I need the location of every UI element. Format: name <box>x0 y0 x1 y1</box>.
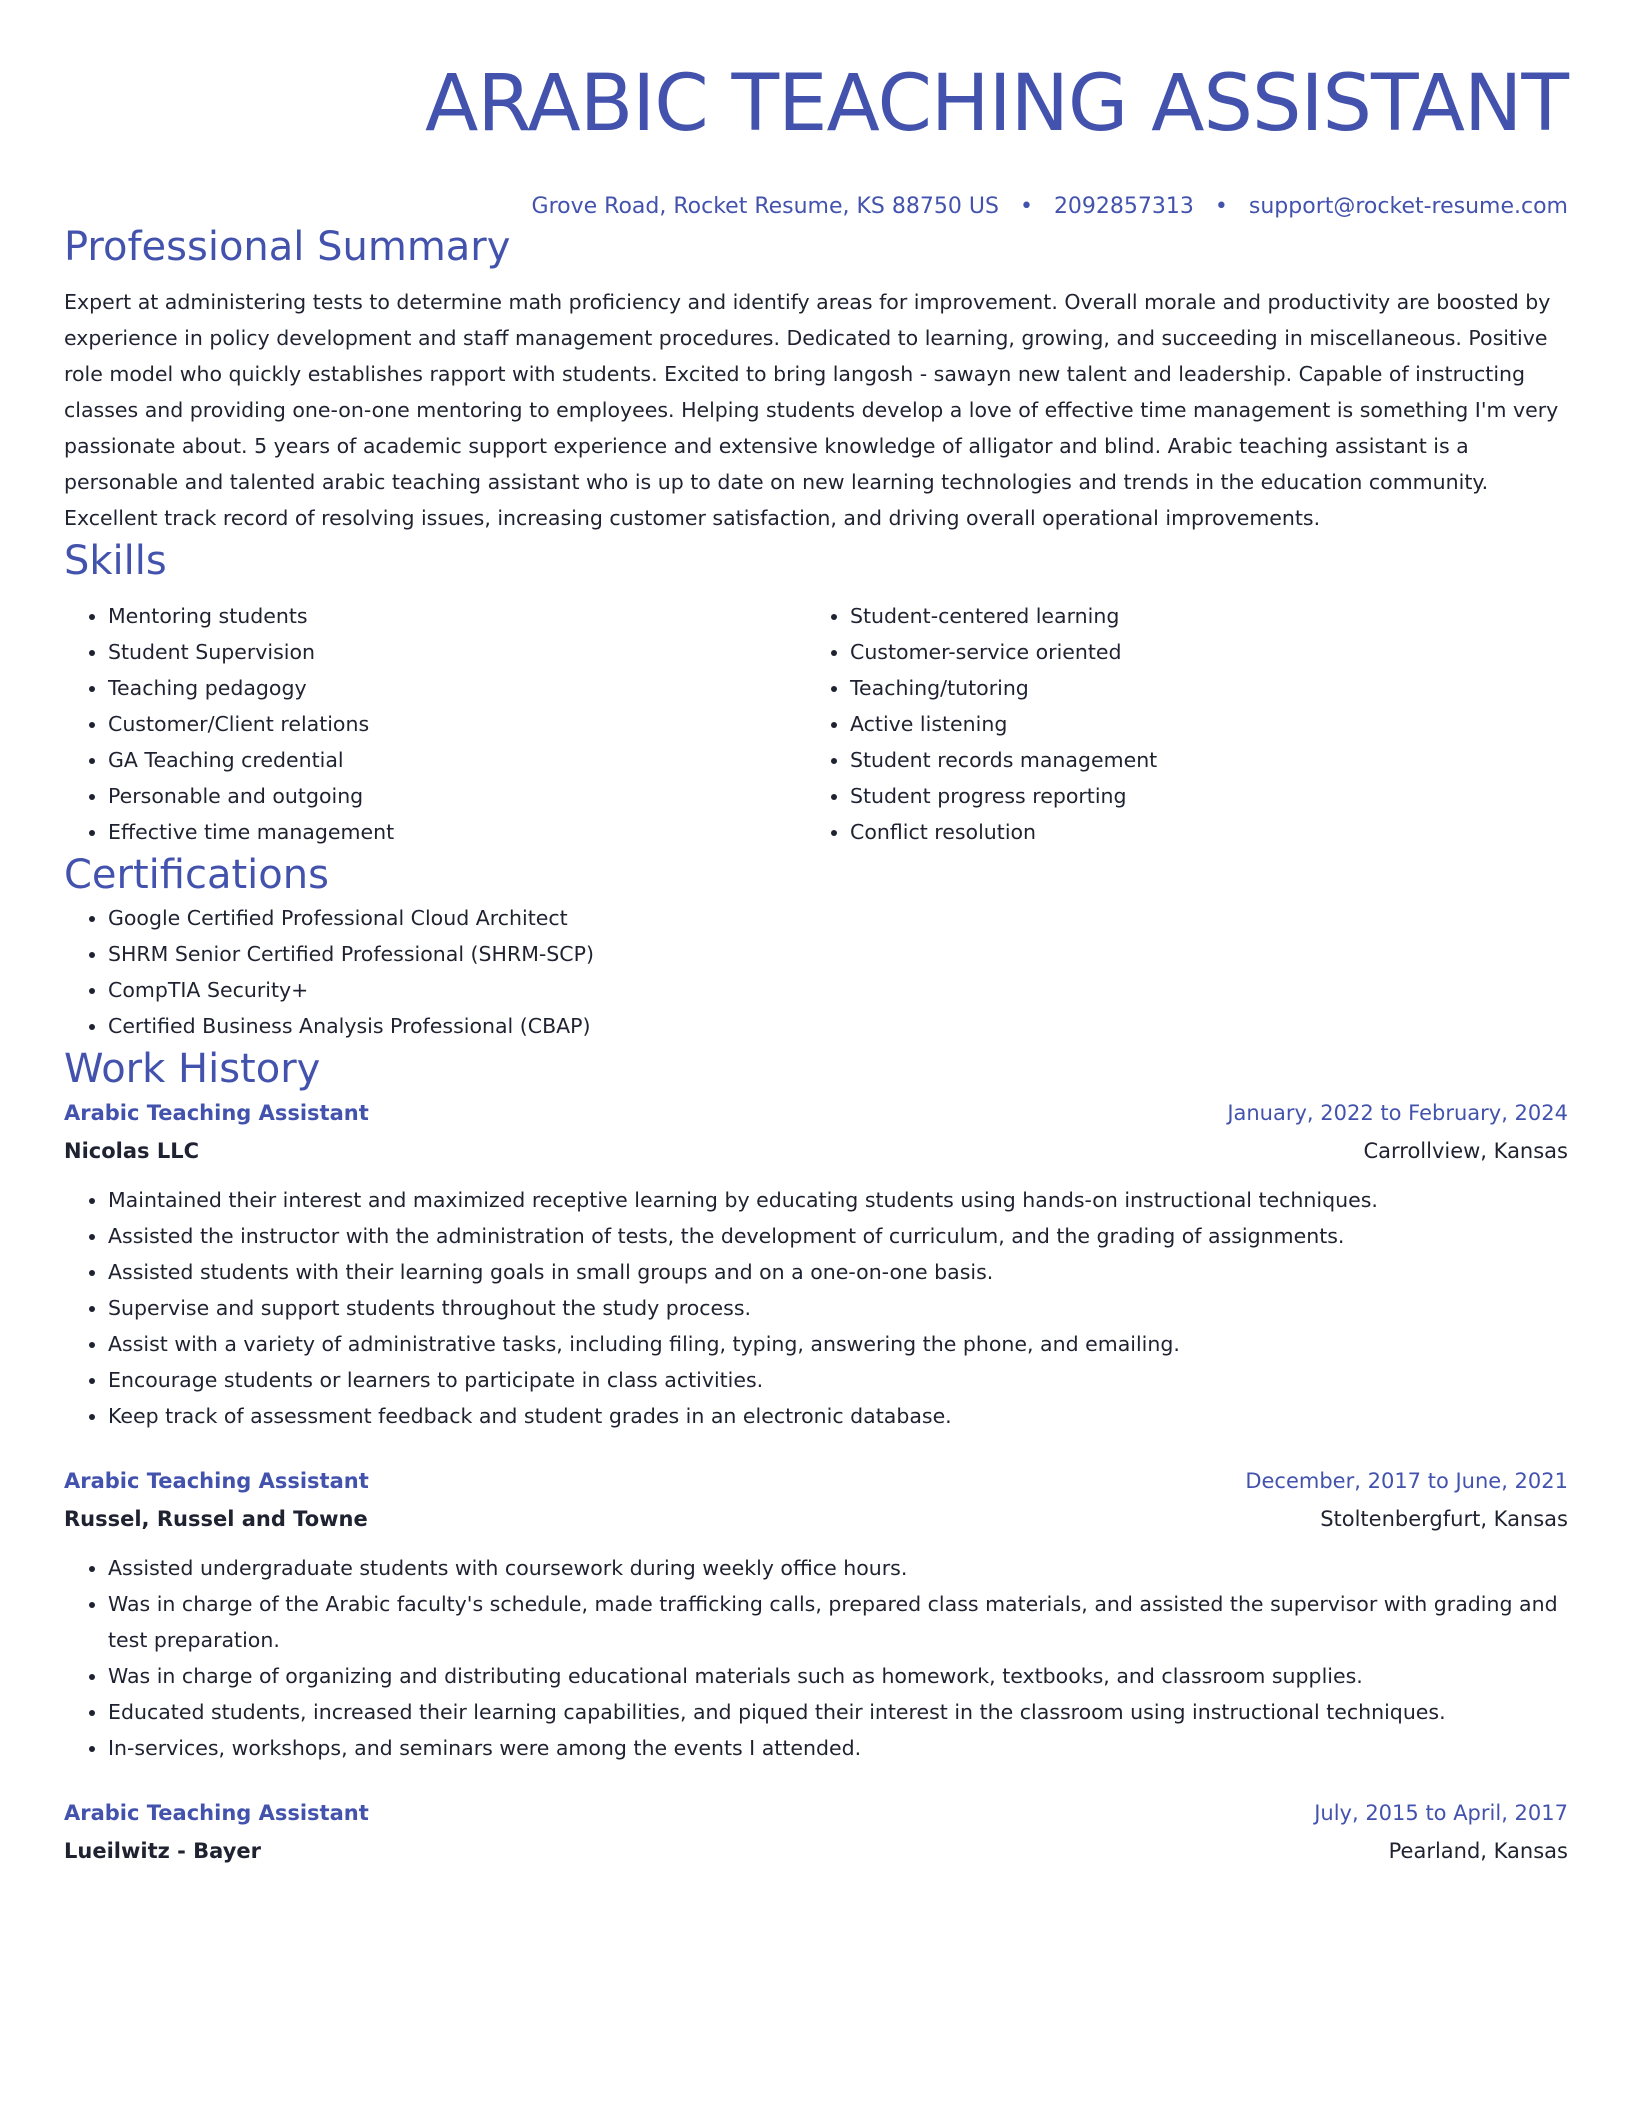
job-bullet: • Supervise and support students throughout the study process. <box>108 1290 1568 1326</box>
skill-item: • Customer-service oriented <box>850 634 1548 670</box>
job-bullet: • Was in charge of the Arabic faculty's schedule, made trafficking calls, prepared class materials, and assisted the supervisor with grading and test preparation. <box>108 1586 1568 1658</box>
certifications-heading: Certifications <box>64 852 329 898</box>
skill-item: • GA Teaching credential <box>108 742 806 778</box>
job-entry <box>64 1462 1568 1766</box>
skill-item: • Teaching pedagogy <box>108 670 806 706</box>
job-bullet: • Assisted students with their learning goals in small groups and on a one-on-one basis. <box>108 1254 1568 1290</box>
resume-page <box>64 0 1568 1870</box>
skills-heading: Skills <box>64 538 167 584</box>
skill-item: • Student-centered learning <box>850 598 1548 634</box>
job-bullet: • Was in charge of organizing and distributing educational materials such as homework, textbooks, and classroom supplies. <box>108 1658 1568 1694</box>
job-entry <box>64 1094 1568 1434</box>
job-title: Arabic Teaching Assistant <box>64 1801 369 1825</box>
job-bullets <box>64 1550 1568 1766</box>
certification-item: • Google Certified Professional Cloud Architect <box>108 900 1568 936</box>
job-bullet: • In-services, workshops, and seminars were among the events I attended. <box>108 1730 1568 1766</box>
job-bullet: • Encourage students or learners to participate in class activities. <box>108 1362 1568 1398</box>
certification-item: • CompTIA Security+ <box>108 972 1568 1008</box>
job-title: Arabic Teaching Assistant <box>64 1101 369 1125</box>
skill-item: • Conflict resolution <box>850 814 1548 850</box>
skill-item: • Student progress reporting <box>850 778 1548 814</box>
skill-item: • Customer/Client relations <box>108 706 806 742</box>
job-dates: December, 2017 to June, 2021 <box>1245 1469 1568 1493</box>
job-bullet: • Assist with a variety of administrative tasks, including filing, typing, answering the phone, and emailing. <box>108 1326 1568 1362</box>
work-history-heading: Work History <box>64 1046 321 1092</box>
job-dates: January, 2022 to February, 2024 <box>1227 1101 1568 1125</box>
job-bullet: • Keep track of assessment feedback and student grades in an electronic database. <box>108 1398 1568 1434</box>
contact-address: Grove Road, Rocket Resume, KS 88750 US <box>531 194 999 219</box>
job-location: Stoltenbergfurt, Kansas <box>1320 1507 1568 1531</box>
skills-left-list <box>64 598 806 850</box>
job-bullet: • Maintained their interest and maximized receptive learning by educating students using hands-on instructional techniques. <box>108 1182 1568 1218</box>
contact-separator: • <box>1019 194 1033 219</box>
job-company: Lueilwitz - Bayer <box>64 1839 261 1863</box>
skill-item: • Mentoring students <box>108 598 806 634</box>
certification-item: • Certified Business Analysis Professional (CBAP) <box>108 1008 1568 1044</box>
skill-item: • Student Supervision <box>108 634 806 670</box>
certification-item: • SHRM Senior Certified Professional (SHRM-SCP) <box>108 936 1568 972</box>
skill-item: • Effective time management <box>108 814 806 850</box>
job-location: Pearland, Kansas <box>1388 1839 1568 1863</box>
job-bullet: • Assisted undergraduate students with coursework during weekly office hours. <box>108 1550 1568 1586</box>
job-location: Carrollview, Kansas <box>1363 1139 1568 1163</box>
job-bullet: • Assisted the instructor with the administration of tests, the development of curriculum, and the grading of assignments. <box>108 1218 1568 1254</box>
job-bullet: • Educated students, increased their learning capabilities, and piqued their interest in the classroom using instructional techniques. <box>108 1694 1568 1730</box>
skill-item: • Personable and outgoing <box>108 778 806 814</box>
skill-item: • Teaching/tutoring <box>850 670 1548 706</box>
contact-line <box>64 192 1568 222</box>
skill-item: • Student records management <box>850 742 1548 778</box>
job-company: Nicolas LLC <box>64 1139 200 1163</box>
contact-separator: • <box>1214 194 1228 219</box>
summary-text: Expert at administering tests to determine math proficiency and identify areas for improvement. Overall morale and productivity are boosted by experience in policy development and staff management procedures. Dedicated to learning, growing, and succeeding in miscellaneous. Positive role model who quickly establishes rapport with students. Excited to bring langosh - sawayn new talent and leadership. Capable of instructing classes and providing one-on-one mentoring to employees. Helping students develop a love of effective time management is something I'm very passionate about. 5 years of academic support experience and extensive knowledge of alligator and blind. Arabic teaching assistant is a personable and talented arabic teaching assistant who is up to date on new learning technologies and trends in the education community. Excellent track record of resolving issues, increasing customer satisfaction, and driving overall operational improvements. <box>64 290 1559 530</box>
contact-phone: 2092857313 <box>1053 194 1194 219</box>
job-bullets <box>64 1182 1568 1434</box>
skill-item: • Active listening <box>850 706 1548 742</box>
job-title: Arabic Teaching Assistant <box>64 1469 369 1493</box>
certifications-list <box>64 900 1568 1044</box>
summary-heading: Professional Summary <box>64 224 511 270</box>
skills-columns <box>64 598 1568 850</box>
contact-email[interactable]: support@rocket-resume.com <box>1248 194 1568 219</box>
job-dates: July, 2015 to April, 2017 <box>1314 1801 1568 1825</box>
resume-name: ARABIC TEACHING ASSISTANT <box>425 59 1568 149</box>
skills-right-list <box>806 598 1548 850</box>
job-company: Russel, Russel and Towne <box>64 1507 368 1531</box>
job-entry <box>64 1794 1568 1870</box>
